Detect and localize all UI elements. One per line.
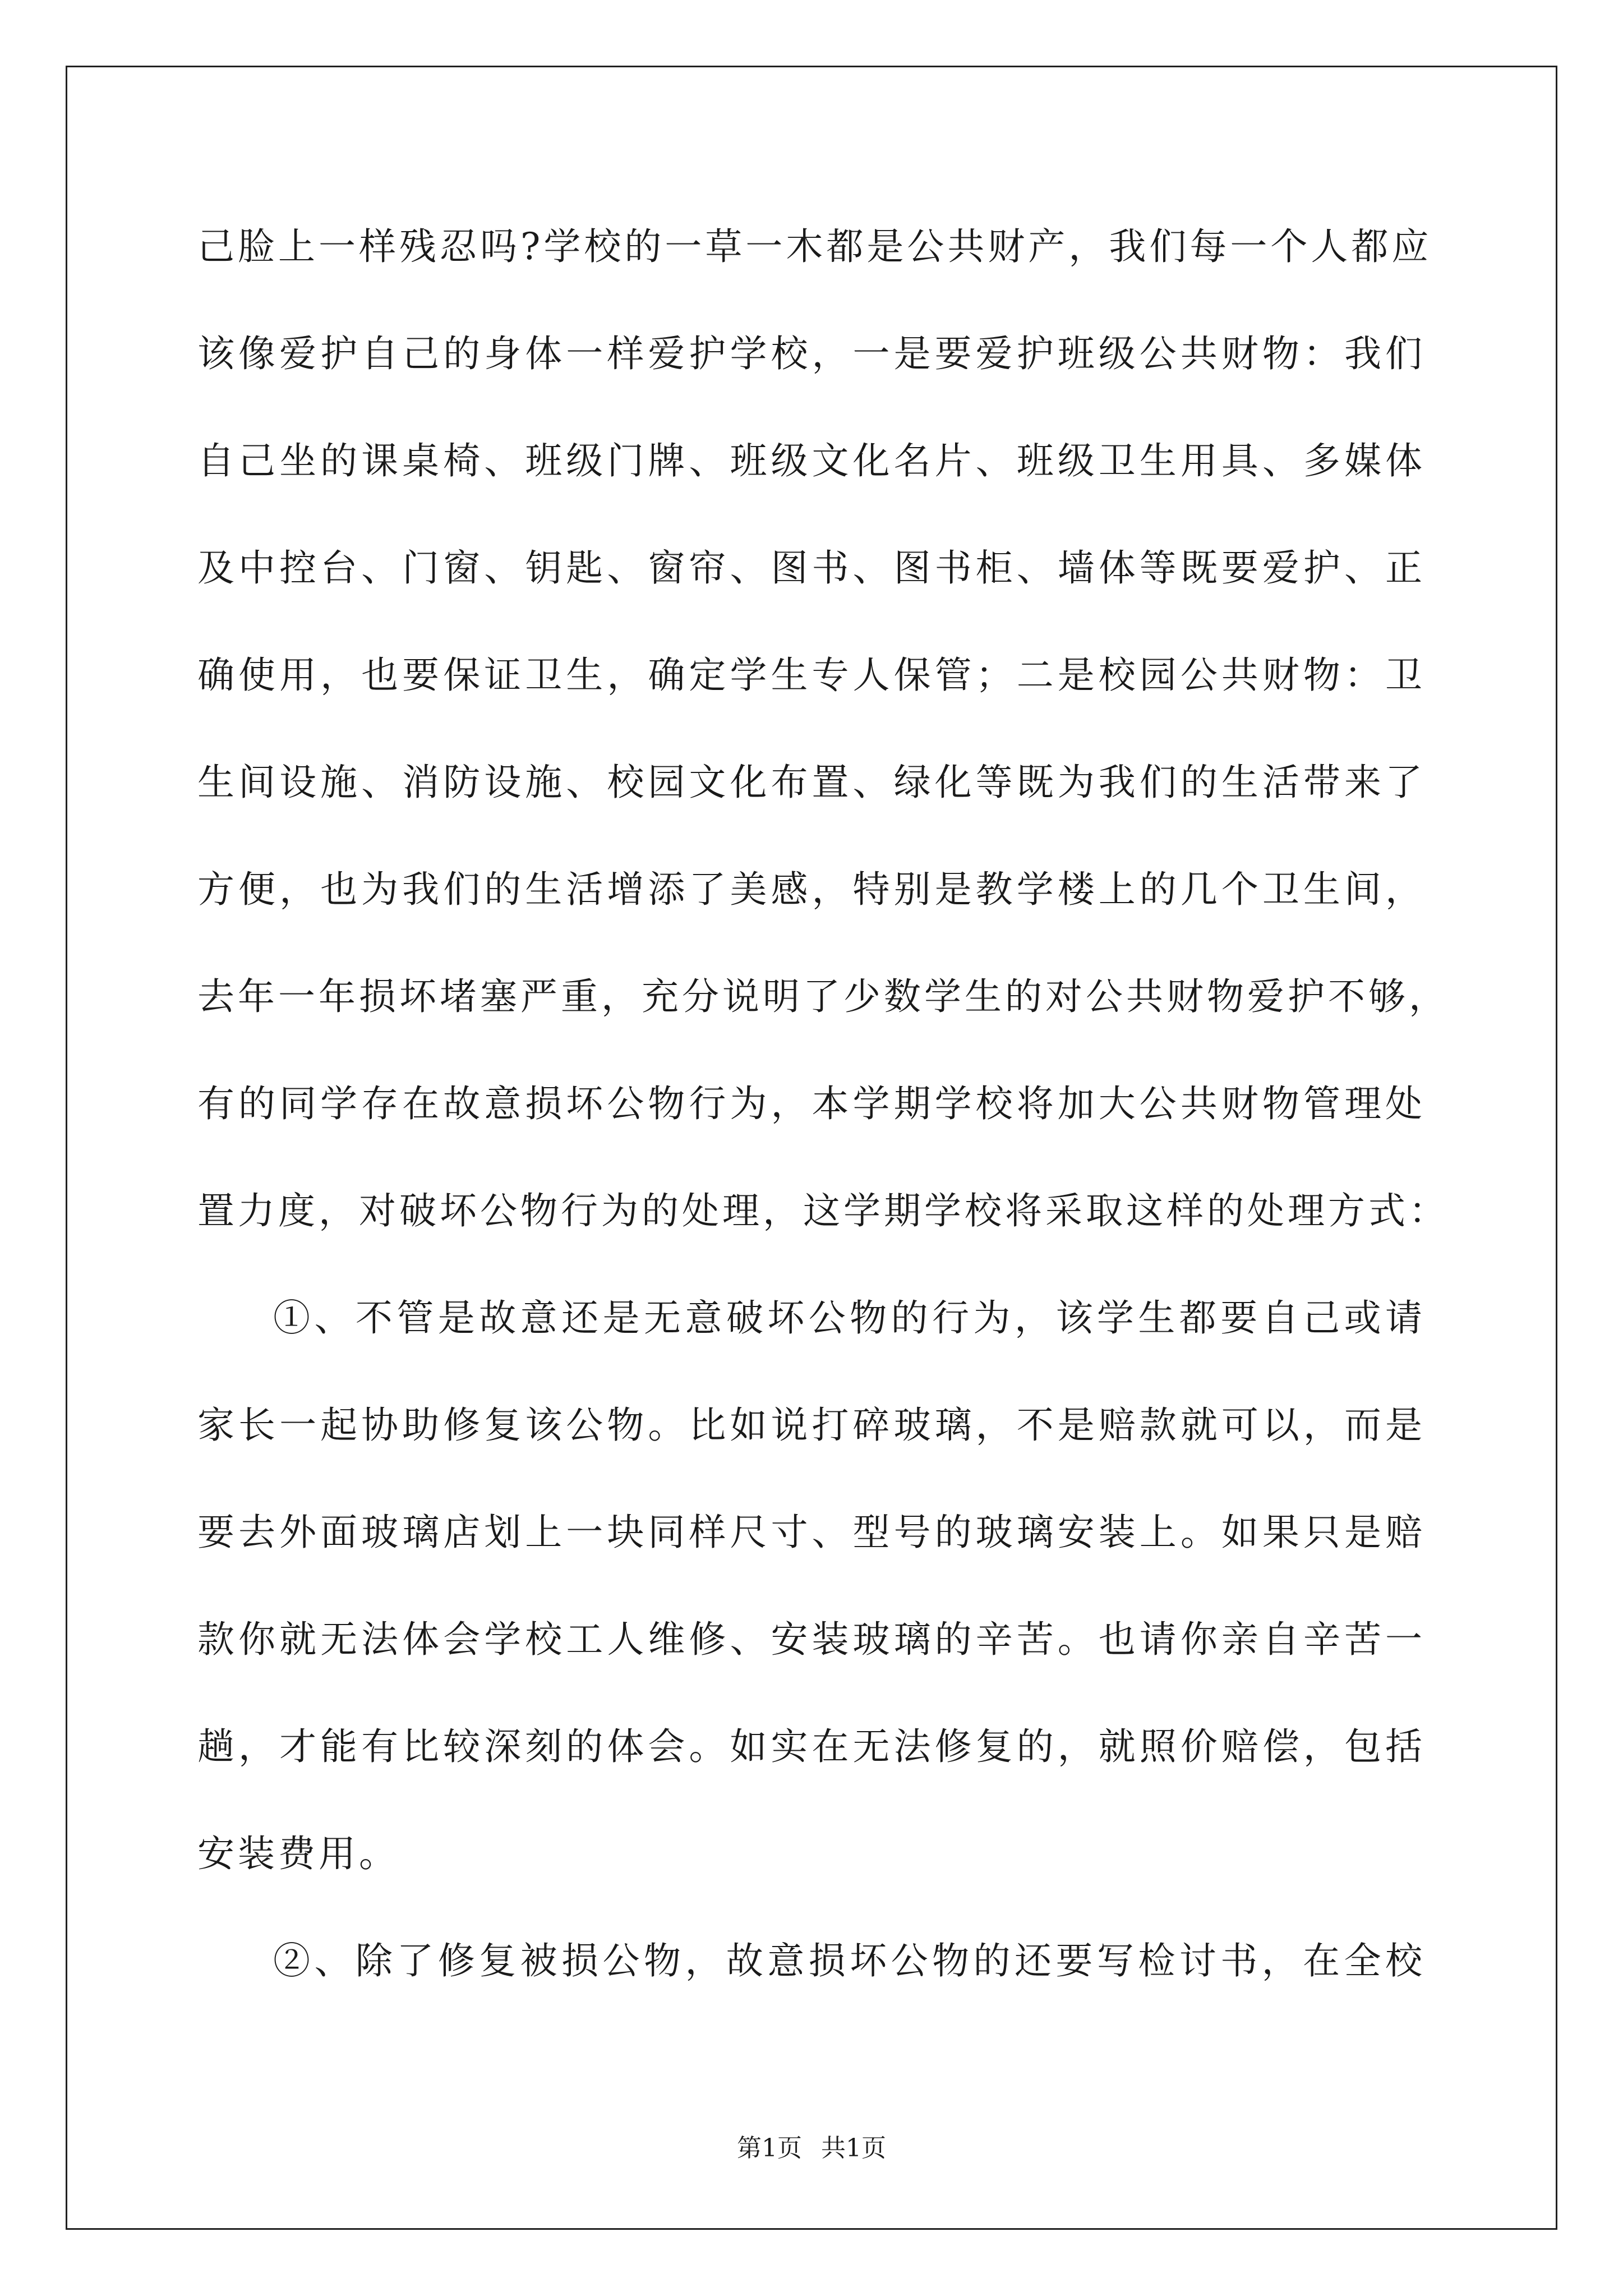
text-line: 确使用，也要保证卫生，确定学生专人保管；二是校园公共财物：卫 [197, 654, 1426, 697]
text-line: 置力度，对破坏公物行为的处理，这学期学校将采取这样的处理方式： [197, 1189, 1449, 1232]
paragraph-start-line: ①、不管是故意还是无意破坏公物的行为，该学生都要自己或请 [273, 1296, 1426, 1340]
text-line: 去年一年损坏堵塞严重，充分说明了少数学生的对公共财物爱护不够， [197, 975, 1449, 1018]
page-total: 共1页 [821, 2134, 886, 2162]
text-line: 家长一起协助修复该公物。比如说打碎玻璃，不是赔款就可以，而是 [197, 1404, 1426, 1447]
text-line: 及中控台、门窗、钥匙、窗帘、图书、图书柜、墙体等既要爱护、正 [197, 546, 1426, 590]
paragraph-end-line: 安装费用。 [197, 1832, 399, 1875]
text-line: 自己坐的课桌椅、班级门牌、班级文化名片、班级卫生用具、多媒体 [197, 439, 1426, 482]
document-body [197, 219, 1449, 2040]
text-line: 款你就无法体会学校工人维修、安装玻璃的辛苦。也请你亲自辛苦一 [197, 1618, 1426, 1661]
text-line: 要去外面玻璃店划上一块同样尺寸、型号的玻璃安装上。如果只是赔 [197, 1511, 1426, 1554]
paragraph-start-line: ②、除了修复被损公物，故意损坏公物的还要写检讨书，在全校 [273, 1939, 1426, 1982]
text-line: 方便，也为我们的生活增添了美感，特别是教学楼上的几个卫生间， [197, 868, 1426, 911]
text-line: 生间设施、消防设施、校园文化布置、绿化等既为我们的生活带来了 [197, 761, 1426, 804]
text-line: 己脸上一样残忍吗?学校的一草一木都是公共财产，我们每一个人都应 [197, 225, 1432, 268]
page-footer [0, 2132, 1623, 2165]
page-number: 第1页 [737, 2134, 802, 2162]
text-line: 该像爱护自己的身体一样爱护学校，一是要爱护班级公共财物：我们 [197, 332, 1426, 375]
text-line: 有的同学存在故意损坏公物行为，本学期学校将加大公共财物管理处 [197, 1082, 1426, 1125]
text-line: 趟，才能有比较深刻的体会。如实在无法修复的，就照价赔偿，包括 [197, 1725, 1426, 1768]
